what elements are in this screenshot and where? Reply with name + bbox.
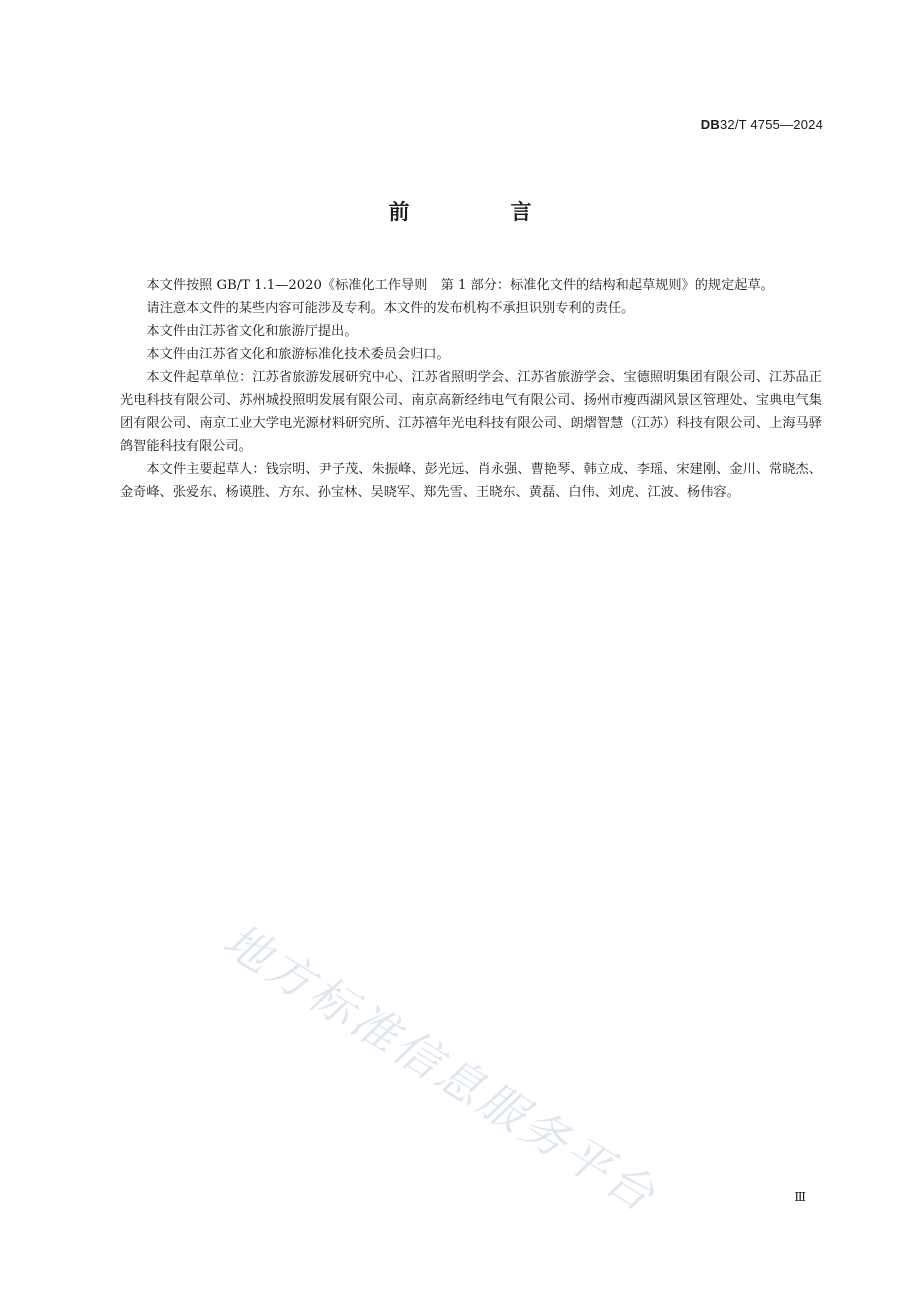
paragraph-committee: 本文件由江苏省文化和旅游标准化技术委员会归口。 [146,347,450,362]
standard-code [701,117,823,132]
paragraph-drafting-basis: 本文件按照 GB/T 1.1—2020《标准化工作导则 第 1 部分：标准化文件的结构和起草规则》的规定起草。 [146,278,774,293]
page-title: 前 言 [388,200,572,224]
paragraph-drafters: 本文件主要起草人：钱宗明、尹子茂、朱振峰、彭光远、肖永强、曹艳琴、韩立成、李瑶、宋建刚、金川、常晓杰、金奇峰、张爱东、杨谟胜、方东、孙宝林、吴晓军、郑先雪、王晓东、黄磊、白伟、刘虎、江波、杨伟容。 [120,462,822,500]
paragraph-proposer: 本文件由江苏省文化和旅游厅提出。 [146,324,358,339]
standard-code-prefix: DB [700,117,720,132]
paragraph-drafting-units: 本文件起草单位：江苏省旅游发展研究中心、江苏省照明学会、江苏省旅游学会、宝德照明集团有限公司、江苏品正光电科技有限公司、苏州城投照明发展有限公司、南京高新经纬电气有限公司、扬州市瘦西湖风景区管理处、宝典电气集团有限公司、南京工业大学电光源材料研究所、江苏禧年光电科技有限公司、朗熠智慧（江苏）科技有限公司、上海马驿鸽智能科技有限公司。 [120,370,822,454]
page-number: Ⅲ [794,1190,806,1204]
standard-code-number: 32/T 4755—2024 [719,117,823,132]
foreword-body [120,274,822,504]
paragraph-patent-notice: 请注意本文件的某些内容可能涉及专利。本文件的发布机构不承担识别专利的责任。 [146,301,635,316]
watermark: 地方标准信息服务平台 [214,912,667,1224]
